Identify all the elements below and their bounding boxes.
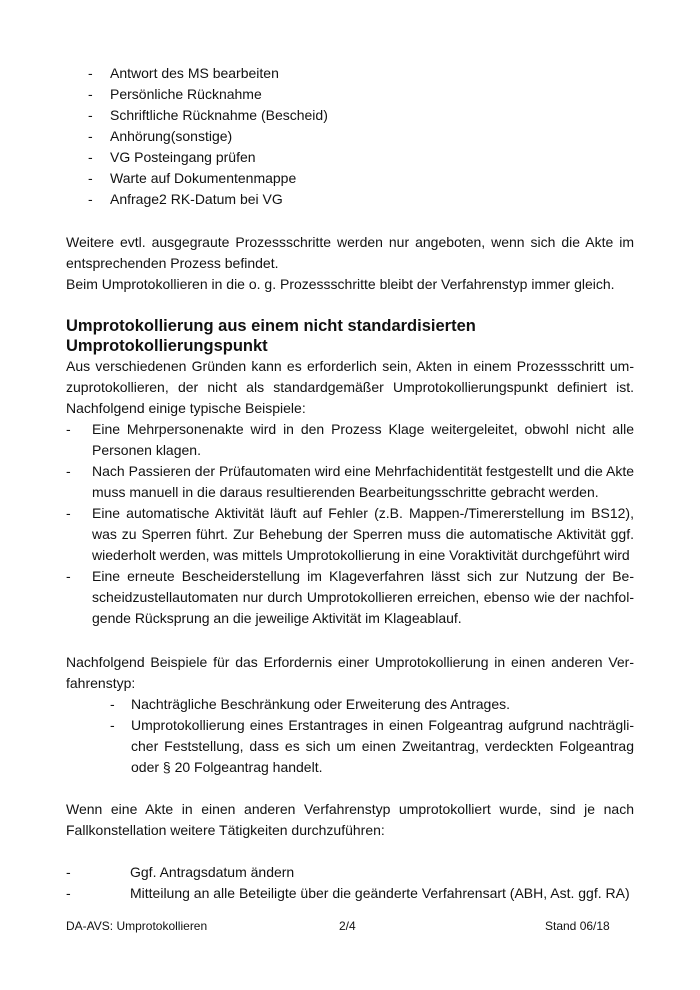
list-item — [88, 147, 328, 168]
list-item-text: Nach Passieren der Prüfautomaten wird eine Mehrfachidentität festgestellt und die Akte muss manuell in die daraus resultierenden Bearbeitungsschritte gebracht werden. — [92, 463, 634, 500]
section-heading: Umprotokollierung aus einem nicht standardisierten Umprotokollierungspunkt — [66, 317, 476, 355]
bullet-dash: - — [66, 505, 71, 521]
list-item-text: Nachträgliche Beschränkung oder Erweiterung des Antrages. — [131, 696, 510, 712]
footer-page-number: 2/4 — [339, 919, 356, 933]
list-item-text: Schriftliche Rücknahme (Bescheid) — [110, 107, 328, 123]
list-item — [66, 883, 640, 904]
list-item — [88, 189, 328, 210]
list-item — [66, 566, 634, 629]
bullet-dash: - — [88, 86, 93, 102]
process-step-list — [88, 63, 328, 210]
bullet-dash: - — [88, 149, 93, 165]
list-item — [110, 715, 634, 778]
examples-list — [66, 419, 634, 629]
list-item-text: Eine automatische Aktivität läuft auf Fehler (z.B. Mappen-/Timererstellung im BS12), was zu Sperren führt. Zur Behebung der Sperren muss die automatische Aktivität ggf. wiederholt werden, was mittels Umprotokollierung in eine Voraktivität durchgeführt wird — [92, 505, 634, 563]
procedure-type-intro: Nachfolgend Beispiele für das Erfordernis einer Umprotokollierung in einen anderen Verfahrenstyp: — [66, 654, 634, 691]
list-item-text: Antwort des MS bearbeiten — [110, 65, 279, 81]
intro-paragraph: Aus verschiedenen Gründen kann es erforderlich sein, Akten in einem Prozessschritt umzuprotokollieren, der nicht als standardgemäßer Umprotokollierungspunkt definiert ist. Nachfolgend einige typische Beispiele: — [66, 358, 634, 416]
list-item-text: Eine Mehrpersonenakte wird in den Prozess Klage weitergeleitet, obwohl nicht alle Personen klagen. — [92, 421, 634, 458]
list-item-text: Anhörung(sonstige) — [110, 128, 233, 144]
list-item — [88, 63, 328, 84]
process-type-paragraph: Beim Umprotokollieren in die o. g. Prozessschritte bleibt der Verfahrenstyp immer gleich. — [66, 276, 615, 292]
bullet-dash: - — [66, 864, 71, 880]
list-item — [88, 168, 328, 189]
list-item — [66, 862, 640, 883]
list-item-text: Persönliche Rücknahme — [110, 86, 262, 102]
list-item-text: Anfrage2 RK-Datum bei VG — [110, 191, 283, 207]
bullet-dash: - — [88, 65, 93, 81]
list-item — [66, 461, 634, 503]
bullet-dash: - — [110, 696, 115, 712]
procedure-type-list — [110, 694, 634, 778]
bullet-dash: - — [66, 463, 71, 479]
list-item-text: Ggf. Antragsdatum ändern — [130, 864, 295, 880]
footer-document-title: DA-AVS: Umprotokollieren — [66, 919, 208, 933]
bullet-dash: - — [88, 107, 93, 123]
tasks-intro: Wenn eine Akte in einen anderen Verfahrenstyp umprotokolliert wurde, sind je nach Fallkonstellation weitere Tätigkeiten durchzuführen: — [66, 801, 634, 838]
bullet-dash: - — [66, 885, 71, 901]
list-item — [66, 419, 634, 461]
list-item — [88, 126, 328, 147]
list-item — [110, 694, 634, 715]
list-item — [66, 503, 634, 566]
footer-status: Stand 06/18 — [545, 919, 610, 933]
greyed-steps-paragraph: Weitere evtl. ausgegraute Prozessschritte werden nur angeboten, wenn sich die Akte im entsprechenden Prozess befindet. — [66, 234, 634, 271]
list-item-text: Umprotokollierung eines Erstantrages in einen Folgeantrag aufgrund nachträglicher Feststellung, dass es sich um einen Zweitantrag, verdeckten Folgeantrag oder § 20 Folgeantrag handelt. — [131, 717, 634, 775]
bullet-dash: - — [66, 421, 71, 437]
list-item — [88, 84, 328, 105]
list-item-text: Warte auf Dokumentenmappe — [110, 170, 297, 186]
list-item-text: Eine erneute Bescheiderstellung im Klageverfahren lässt sich zur Nutzung der Bescheidzustellautomaten nur durch Umprotokollieren erreichen, ebenso wie der nachfolgende Rücksprung an die jeweilige Aktivität im Klageablauf. — [92, 568, 634, 626]
bullet-dash: - — [88, 191, 93, 207]
bullet-dash: - — [88, 170, 93, 186]
tasks-list — [66, 862, 640, 904]
bullet-dash: - — [66, 568, 71, 584]
list-item — [88, 105, 328, 126]
list-item-text: VG Posteingang prüfen — [110, 149, 256, 165]
bullet-dash: - — [110, 717, 115, 733]
list-item-text: Mitteilung an alle Beteiligte über die geänderte Verfahrensart (ABH, Ast. ggf. RA) — [130, 885, 630, 901]
bullet-dash: - — [88, 128, 93, 144]
